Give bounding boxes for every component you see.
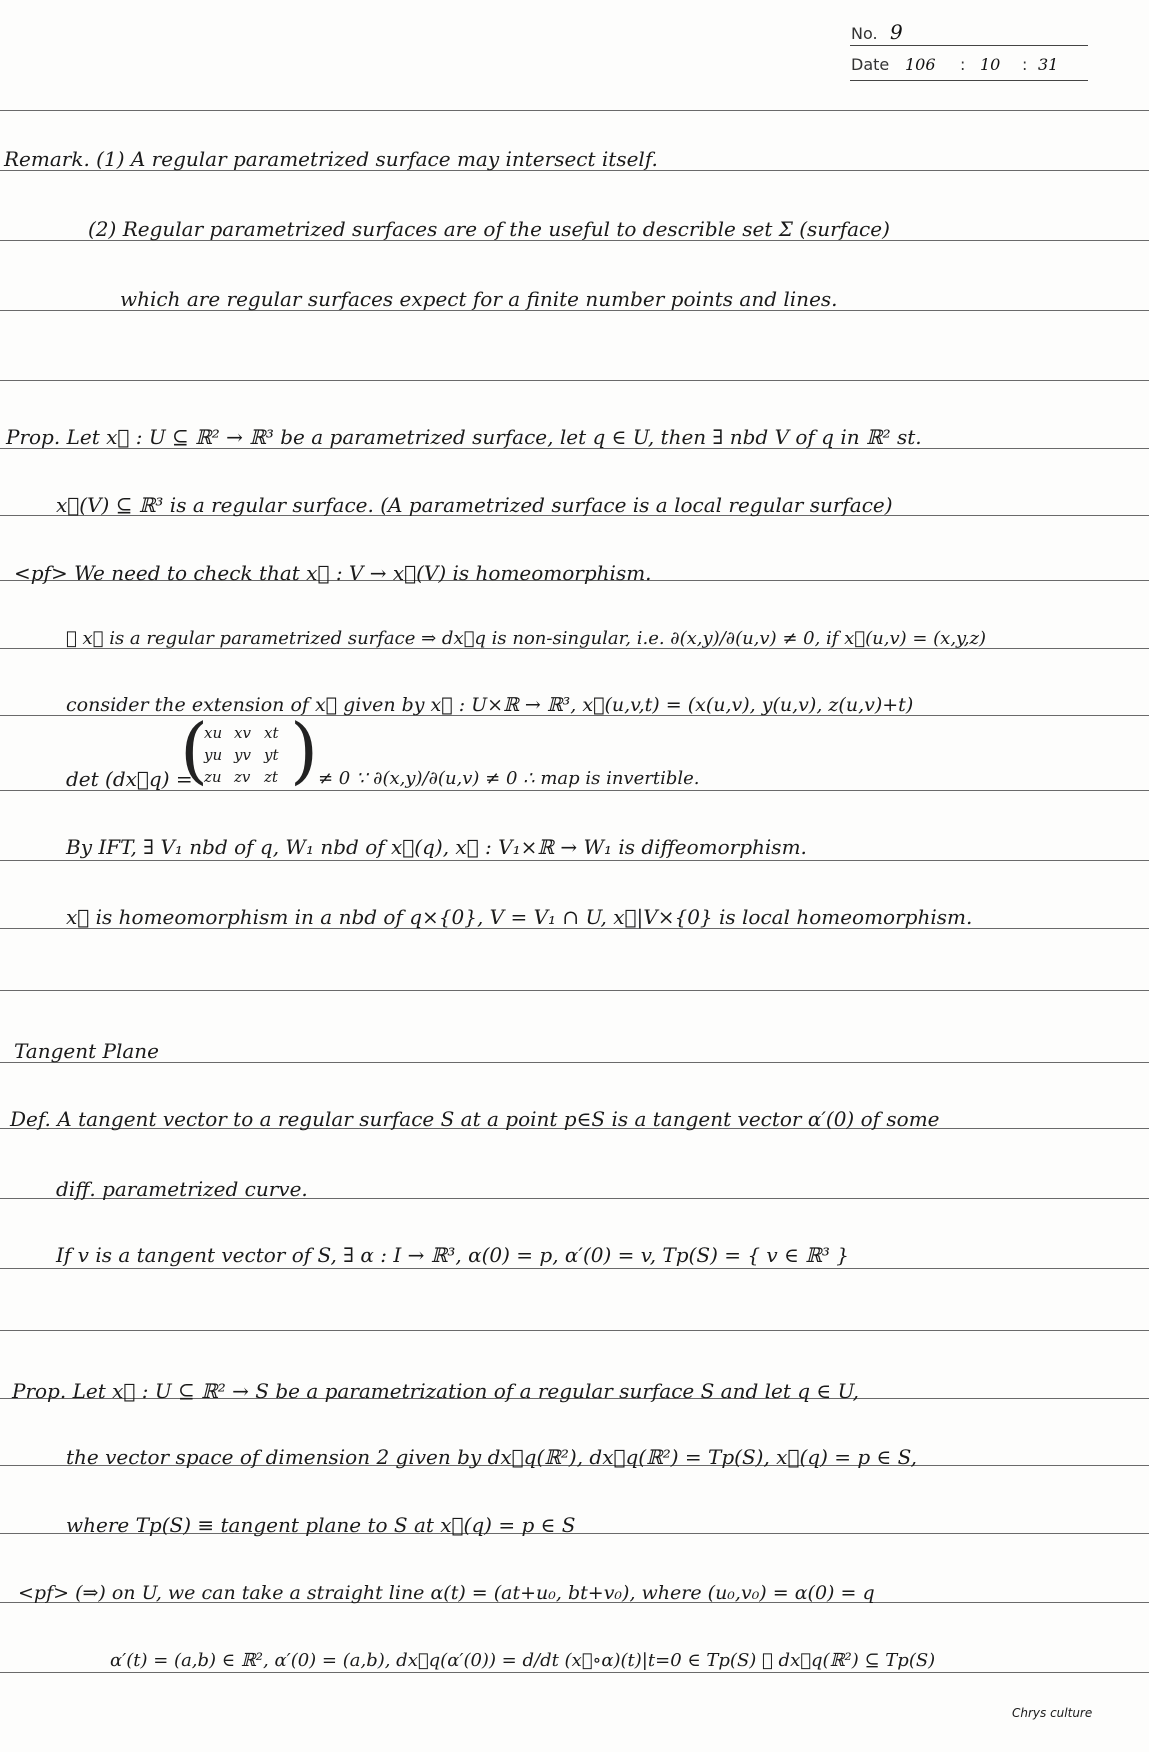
note-line: ≠ 0 ∵ ∂(x,y)/∂(u,v) ≠ 0 ∴ map is invertible. (318, 768, 700, 789)
note-line: consider the extension of x⃗ given by x⃗ : U×ℝ → ℝ³, x⃗(u,v,t) = (x(u,v), y(u,v), z(u,v)+t) (66, 694, 914, 716)
matrix-row: yu yv yt (204, 746, 279, 764)
date-year: 106 (905, 55, 936, 74)
note-line: the vector space of dimension 2 given by dx⃗q(ℝ²), dx⃗q(ℝ²) = Tp(S), x⃗(q) = p ∈ S, (66, 1445, 918, 1469)
note-line: Def. A tangent vector to a regular surface S at a point p∈S is a tangent vector α′(0) of some (10, 1107, 940, 1131)
ruled-line (0, 990, 1149, 991)
date-separator: : (1022, 55, 1028, 74)
ruled-line (0, 1062, 1149, 1063)
jacobian-matrix (204, 722, 294, 788)
ruled-line (0, 860, 1149, 861)
note-line: By IFT, ∃ V₁ nbd of q, W₁ nbd of x⃗(q), x⃗ : V₁×ℝ → W₁ is diffeomorphism. (66, 835, 807, 859)
note-line: Remark. (1) A regular parametrized surface may intersect itself. (4, 147, 658, 171)
det-label: det (dx⃗q) = (66, 767, 193, 791)
header-rule (850, 80, 1088, 81)
note-line: diff. parametrized curve. (56, 1177, 308, 1201)
note-line: x⃗ is homeomorphism in a nbd of q×{0}, V = V₁ ∩ U, x⃗|V×{0} is local homeomorphism. (66, 905, 973, 929)
note-line: which are regular surfaces expect for a finite number points and lines. (120, 287, 838, 311)
number-label: No. (851, 24, 878, 43)
matrix-left-paren: ( (180, 708, 209, 792)
note-line: ∵ x⃗ is a regular parametrized surface ⇒ dx⃗q is non-singular, i.e. ∂(x,y)/∂(u,v) ≠ 0, if x⃗(u,v) = (x,y,z) (66, 628, 987, 649)
date-day: 31 (1038, 55, 1059, 74)
matrix-row: zu zv zt (204, 768, 278, 786)
ruled-line (0, 380, 1149, 381)
note-line: <pf> We need to check that x⃗ : V → x⃗(V) is homeomorphism. (14, 561, 652, 585)
note-line: (2) Regular parametrized surfaces are of the useful to describle set Σ (surface) (88, 217, 890, 241)
note-line: x⃗(V) ⊆ ℝ³ is a regular surface. (A parametrized surface is a local regular surface) (56, 493, 893, 517)
date-label: Date (851, 55, 890, 74)
brand-logo: Chrys culture (1012, 1706, 1093, 1720)
note-line: Prop. Let x⃗ : U ⊆ ℝ² → ℝ³ be a parametrized surface, let q ∈ U, then ∃ nbd V of q in ℝ² st. (6, 425, 922, 449)
date-month: 10 (980, 55, 1001, 74)
note-line: Prop. Let x⃗ : U ⊆ ℝ² → S be a parametrization of a regular surface S and let q ∈ U, (12, 1379, 859, 1403)
ruled-line (0, 110, 1149, 111)
date-separator: : (960, 55, 966, 74)
note-line: <pf> (⇒) on U, we can take a straight line α(t) = (at+u₀, bt+v₀), where (u₀,v₀) = α(0) = q (18, 1582, 875, 1604)
ruled-line (0, 1268, 1149, 1269)
header-rule (850, 45, 1088, 46)
matrix-right-paren: ) (290, 708, 319, 792)
matrix-row: xu xv xt (204, 724, 279, 742)
note-line: where Tp(S) ≡ tangent plane to S at x⃗(q) = p ∈ S (66, 1513, 576, 1537)
number-value: 9 (890, 20, 903, 44)
note-line: α′(t) = (a,b) ∈ ℝ², α′(0) = (a,b), dx⃗q(α′(0)) = d/dt (x⃗∘α)(t)|t=0 ∈ Tp(S) ∴ dx⃗q(ℝ²) ⊆ Tp(S) (110, 1650, 936, 1671)
ruled-line (0, 1330, 1149, 1331)
section-title: Tangent Plane (14, 1039, 159, 1063)
note-line: If v is a tangent vector of S, ∃ α : I → ℝ³, α(0) = p, α′(0) = v, Tp(S) = { v ∈ ℝ³ } (56, 1243, 849, 1267)
